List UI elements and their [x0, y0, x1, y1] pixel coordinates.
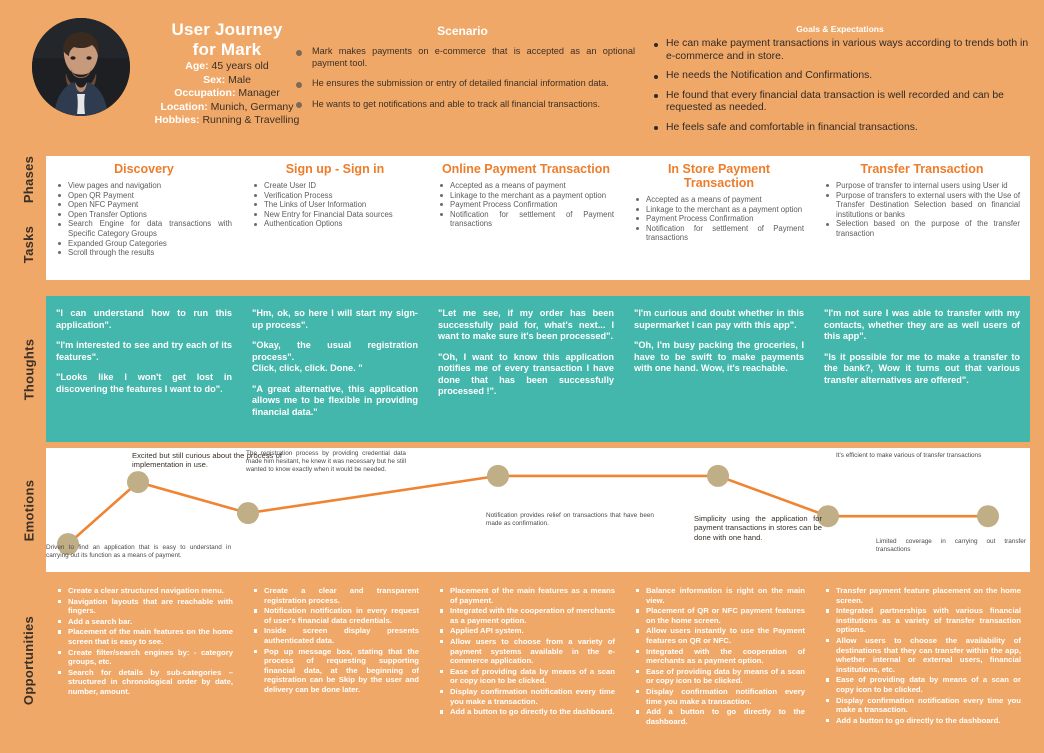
rail-label-thoughts: [14, 296, 44, 442]
opportunity-item: Add a search bar.: [55, 617, 233, 627]
emotion-annotation: The registration process by providing credential data made him hesitant, he knew it was necessary but he still wanted to know exactly when it would be needed.: [246, 450, 406, 474]
phase-column[interactable]: [624, 156, 814, 280]
thought-quote: "Let me see, if my order has been successfully paid for, what's next... I want to make sure it's been processed".: [438, 308, 614, 341]
thought-column: [242, 296, 428, 442]
phase-title: Transfer Transaction: [860, 162, 984, 176]
persona-hobbies-label: Hobbies:: [154, 114, 200, 126]
opportunity-column: [624, 578, 814, 742]
emotions-band: [46, 448, 1030, 572]
emotion-annotation: Notification provides relief on transactions that have been made as confirmation.: [486, 512, 654, 528]
phase-column[interactable]: [428, 156, 624, 280]
opportunity-item: Add a button to go directly to the dashboard.: [437, 707, 615, 717]
scenario-item: He ensures the submission or entry of detailed financial information data.: [290, 78, 635, 90]
opportunity-item: Ease of providing data by means of a scan or copy icon to be clicked.: [823, 675, 1021, 694]
opportunity-item: Applied API system.: [437, 626, 615, 636]
thought-quote: "Okay, the usual registration process". Click, click, click. Done. ": [252, 340, 418, 373]
task-list: [56, 181, 232, 258]
emotion-point[interactable]: [707, 465, 729, 487]
opportunities-band: [46, 578, 1030, 742]
phase-title: Discovery: [114, 162, 174, 176]
goal-item: He feels safe and comfortable in financial transactions.: [650, 122, 1030, 135]
task-item: Open QR Payment: [56, 191, 232, 201]
opportunity-item: Placement of the main features as a means of payment.: [437, 586, 615, 605]
goal-item: He found that every financial data transaction is well recorded and can be requested as needed.: [650, 90, 1030, 115]
opportunity-item: Ease of providing data by means of a scan or copy icon to be clicked.: [437, 667, 615, 686]
opportunity-item: Placement of the main features on the home screen that is easy to see.: [55, 627, 233, 646]
phase-column[interactable]: [46, 156, 242, 280]
phase-column[interactable]: [814, 156, 1030, 280]
opportunity-item: Integrated partnerships with various financial institutions as a variety of transfer transaction options.: [823, 606, 1021, 635]
rail-thoughts-text: Thoughts: [21, 338, 37, 400]
emotion-annotation: Excited but still curious about the process of implementation in use.: [132, 451, 282, 470]
goals-list: [650, 38, 1030, 134]
opportunity-item: Inside screen display presents authenticated data.: [251, 626, 419, 645]
task-item: Open Transfer Options: [56, 210, 232, 220]
thought-quote: "I can understand how to run this application".: [56, 308, 232, 330]
opportunity-item: Create a clear structured navigation menu.: [55, 586, 233, 596]
scenario-section: [290, 24, 635, 119]
persona-location-label: Location:: [160, 100, 208, 113]
task-item: View pages and navigation: [56, 181, 232, 191]
task-item: Selection based on the purpose of the transfer transaction: [824, 219, 1020, 238]
phases-tasks-band: [46, 156, 1030, 280]
opportunity-item: Add a button to go directly to the dashboard.: [633, 707, 805, 726]
thought-quote: "I'm curious and doubt whether in this supermarket I can pay with this app".: [634, 308, 804, 330]
rail-label-tasks: [14, 202, 44, 286]
task-list: [438, 181, 614, 229]
emotion-point[interactable]: [237, 502, 259, 524]
task-list: [824, 181, 1020, 239]
opportunity-item: Navigation layouts that are reachable with fingers.: [55, 597, 233, 616]
opportunity-item: Create filter/search engines by: - category groups, etc.: [55, 648, 233, 667]
opportunity-column: [242, 578, 428, 742]
scenario-heading: Scenario: [437, 24, 488, 38]
thought-column: [46, 296, 242, 442]
thought-column: [814, 296, 1030, 442]
task-item: Verification Process: [252, 191, 418, 201]
task-item: Accepted as a means of payment: [634, 195, 804, 205]
opportunity-item: Display confirmation notification every time you make a transaction.: [633, 687, 805, 706]
thought-quote: "I'm interested to see and try each of its features".: [56, 340, 232, 362]
scenario-list: [290, 46, 635, 110]
emotion-line: [68, 476, 988, 544]
persona-avatar: [32, 18, 130, 116]
opportunity-column: [428, 578, 624, 742]
opportunity-item: Integrated with the cooperation of merchants as a payment option.: [437, 606, 615, 625]
thought-column: [624, 296, 814, 442]
rail-opportunities-text: Opportunities: [21, 615, 37, 705]
opportunity-item: Search for details by sub-categories – structured in chronological order by date, number, amount.: [55, 668, 233, 697]
goal-item: He can make payment transactions in various ways according to trends both in e-commerce and in store.: [650, 38, 1030, 63]
rail-tasks-text: Tasks: [21, 225, 37, 263]
opportunity-item: Ease of providing data by means of a scan or copy icon to be clicked.: [633, 667, 805, 686]
task-item: Notification for settlement of Payment transactions: [634, 224, 804, 243]
opportunity-item: Integrated with the cooperation of merchants as a payment option.: [633, 647, 805, 666]
task-item: Purpose of transfers to external users with the Use of Transfer Destination Selection based on financial institutions or banks: [824, 191, 1020, 220]
header-section: [0, 0, 1044, 150]
opportunity-item: Allow users to choose from a variety of payment systems available in the e-commerce application.: [437, 637, 615, 666]
scenario-item: Mark makes payments on e-commerce that is accepted as an optional payment tool.: [290, 46, 635, 69]
opportunity-item: Display confirmation notification every time you make a transaction.: [823, 696, 1021, 715]
persona-hobbies-value: Running & Travelling: [199, 114, 300, 126]
opportunity-item: Notification notification in every request of user's financial data credentials.: [251, 606, 419, 625]
opportunity-item: Create a clear and transparent registration process.: [251, 586, 419, 605]
page-title-line2: for Mark: [192, 40, 262, 59]
task-list: [252, 181, 418, 229]
task-item: Linkage to the merchant as a payment option: [634, 205, 804, 215]
task-item: Expanded Group Categories: [56, 239, 232, 249]
emotion-annotation: It's efficient to make various of transfer transactions: [836, 452, 982, 459]
task-item: The Links of User Information: [252, 200, 418, 210]
emotion-point[interactable]: [977, 505, 999, 527]
task-item: Scroll through the results: [56, 248, 232, 258]
opportunity-item: Add a button to go directly to the dashboard.: [823, 716, 1021, 726]
opportunity-list: [437, 586, 615, 717]
thought-quote: "Oh, I want to know this application notifies me of every transaction I have done that has been successfully processed !".: [438, 351, 614, 396]
rail-label-opportunities: [14, 578, 44, 742]
task-item: Payment Process Confirmation: [438, 200, 614, 210]
thought-column: [428, 296, 624, 442]
thought-quote: "I'm not sure I was able to transfer with my contacts, whether they are as well users of this app".: [824, 308, 1020, 341]
scenario-item: He wants to get notifications and able to track all financial transactions.: [290, 99, 635, 111]
thought-quote: "Hm, ok, so here I will start my sign-up process".: [252, 308, 418, 330]
task-item: Search Engine for data transactions with Specific Category Groups: [56, 219, 232, 238]
phase-column[interactable]: [242, 156, 428, 280]
opportunity-item: Balance information is right on the main view.: [633, 586, 805, 605]
opportunity-item: Transfer payment feature placement on the home screen.: [823, 586, 1021, 605]
emotion-point[interactable]: [487, 465, 509, 487]
emotion-annotation: Limited coverage in carrying out transfer transactions: [876, 538, 1026, 554]
task-list: [634, 195, 804, 243]
persona-age-value: 45 years old: [208, 60, 269, 72]
task-item: Purpose of transfer to internal users using User id: [824, 181, 1020, 191]
task-item: New Entry for Financial Data sources: [252, 210, 418, 220]
persona-sex-value: Male: [225, 73, 251, 86]
goals-heading: Goals & Expectations: [796, 24, 884, 34]
opportunity-list: [55, 586, 233, 697]
task-item: Authentication Options: [252, 219, 418, 229]
rail-label-emotions: [14, 448, 44, 572]
thought-quote: "Looks like I won't get lost in discovering the features I want to do".: [56, 372, 232, 394]
goal-item: He needs the Notification and Confirmations.: [650, 70, 1030, 83]
task-item: Notification for settlement of Payment transactions: [438, 210, 614, 229]
persona-age-label: Age:: [185, 60, 209, 72]
rail-emotions-text: Emotions: [21, 479, 37, 541]
thought-quote: "A great alternative, this application allows me to be flexible in providing financial data.": [252, 383, 418, 417]
thought-quote: "Oh, I'm busy packing the groceries, I have to be swift to make payments with one hand. Wow, it's reachable.: [634, 340, 804, 373]
persona-occupation-value: Manager: [235, 87, 280, 99]
rail-phases-text: Phases: [21, 155, 37, 203]
thought-quote: "Is it possible for me to make a transfer to the bank?, Wow it turns out that various transfer alternatives are offered".: [824, 351, 1020, 385]
task-item: Open NFC Payment: [56, 200, 232, 210]
goals-section: [650, 24, 1030, 141]
opportunity-column: [814, 578, 1030, 742]
persona-sex-label: Sex:: [203, 73, 226, 86]
opportunity-item: Allow users to choose the availability of destinations that they can transfer within the app, whether internal or external users, financial institutions, etc.: [823, 636, 1021, 674]
task-item: Linkage to the merchant as a payment option: [438, 191, 614, 201]
phase-title: In Store Payment Transaction: [667, 162, 771, 190]
opportunity-column: [46, 578, 242, 742]
phase-title: Online Payment Transaction: [441, 162, 611, 176]
opportunity-list: [823, 586, 1021, 725]
opportunity-item: Placement of QR or NFC payment features on the home screen.: [633, 606, 805, 625]
rail-label-phases: [14, 156, 44, 202]
emotion-point[interactable]: [127, 471, 149, 493]
opportunity-item: Pop up message box, stating that the process of requesting supporting financial data, at the beginning of registration can be Skip by the user and delivery can be done later.: [251, 647, 419, 695]
task-item: Create User ID: [252, 181, 418, 191]
task-item: Accepted as a means of payment: [438, 181, 614, 191]
persona-location-value: Munich, Germany: [207, 100, 294, 113]
phase-title: Sign up - Sign in: [285, 162, 385, 176]
opportunity-list: [251, 586, 419, 695]
opportunity-item: Display confirmation notification every time you make a transaction.: [437, 687, 615, 706]
task-item: Payment Process Confirmation: [634, 214, 804, 224]
opportunity-item: Allow users instantly to use the Payment features on QR or NFC.: [633, 626, 805, 645]
emotion-annotation: Simplicity using the application for payment transactions in stores can be done with one hand.: [694, 514, 822, 542]
persona-occupation-label: Occupation:: [174, 87, 236, 99]
page-title-line1: User Journey: [171, 20, 283, 39]
opportunity-list: [633, 586, 805, 726]
emotion-annotation: Driven to find an application that is easy to understand in carrying out its function as a means of payment.: [46, 544, 231, 560]
thoughts-band: [46, 296, 1030, 442]
